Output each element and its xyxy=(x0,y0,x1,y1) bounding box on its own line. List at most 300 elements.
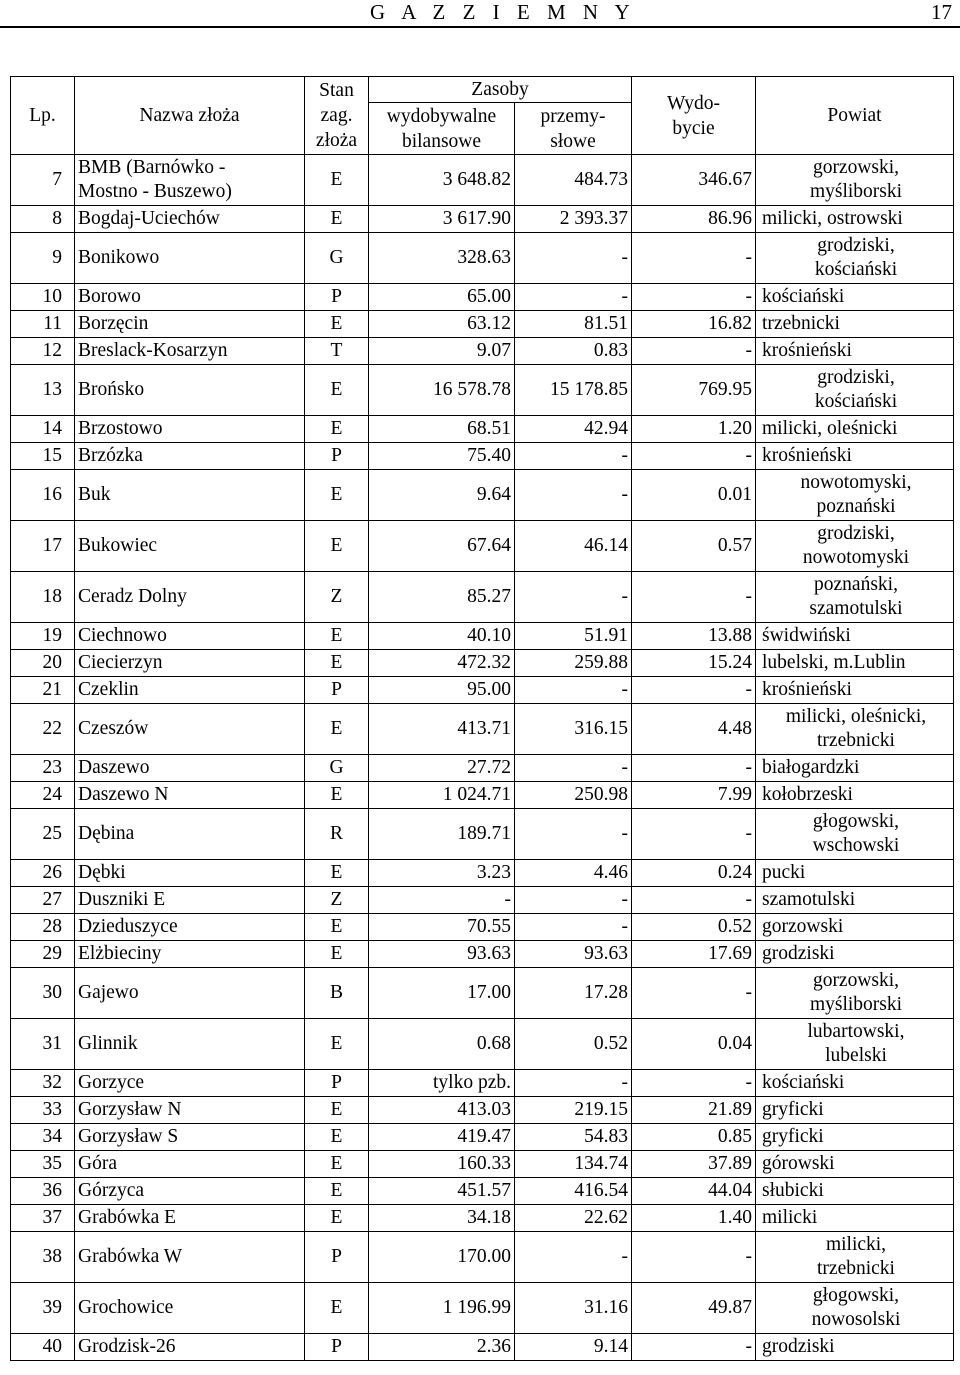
cell-lp: 27 xyxy=(11,887,75,914)
cell-wydobycie: 0.52 xyxy=(632,914,756,941)
cell-stan: E xyxy=(305,860,369,887)
cell-wydobycie: - xyxy=(632,677,756,704)
table-row xyxy=(11,809,954,860)
cell-line: kościański xyxy=(762,286,845,307)
header-name: Nazwa złoża xyxy=(75,77,305,155)
cell-stan: G xyxy=(305,755,369,782)
cell-wydobywalne: 3.23 xyxy=(369,860,515,887)
cell-lp: 33 xyxy=(11,1097,75,1124)
cell-powiat xyxy=(756,755,954,782)
cell-stan: E xyxy=(305,1283,369,1334)
cell-stan: E xyxy=(305,206,369,233)
cell-name xyxy=(75,1070,305,1097)
cell-przemyslowe: 250.98 xyxy=(515,782,632,809)
cell-line: kościański xyxy=(762,1072,845,1093)
cell-line: Brońsko xyxy=(78,379,145,400)
cell-powiat xyxy=(756,233,954,284)
table-header xyxy=(11,77,954,155)
cell-powiat xyxy=(756,1232,954,1283)
cell-stan: E xyxy=(305,650,369,677)
table-row xyxy=(11,677,954,704)
cell-name xyxy=(75,755,305,782)
cell-lp: 12 xyxy=(11,338,75,365)
cell-powiat xyxy=(756,1019,954,1070)
cell-line: Gorzyce xyxy=(78,1072,145,1093)
table-row xyxy=(11,887,954,914)
cell-wydobycie: - xyxy=(632,233,756,284)
cell-lp: 31 xyxy=(11,1019,75,1070)
cell-name xyxy=(75,365,305,416)
cell-przemyslowe: 0.52 xyxy=(515,1019,632,1070)
header-stan-line: zag. xyxy=(320,105,353,126)
table-row xyxy=(11,1232,954,1283)
cell-line: Buk xyxy=(78,484,111,505)
cell-stan: E xyxy=(305,470,369,521)
header-przemyslowe-line: słowe xyxy=(550,130,596,152)
cell-stan: R xyxy=(305,809,369,860)
cell-line: pucki xyxy=(762,862,806,883)
cell-line: Bogdaj-Uciechów xyxy=(78,208,220,229)
cell-line: Grodzisk-26 xyxy=(78,1336,176,1357)
page-header xyxy=(0,0,960,28)
table-row xyxy=(11,311,954,338)
cell-name xyxy=(75,1232,305,1283)
cell-name xyxy=(75,1178,305,1205)
cell-stan: Z xyxy=(305,887,369,914)
cell-stan: E xyxy=(305,416,369,443)
cell-wydobywalne: 85.27 xyxy=(369,572,515,623)
cell-name xyxy=(75,470,305,521)
cell-stan: P xyxy=(305,443,369,470)
cell-wydobycie: - xyxy=(632,1334,756,1361)
cell-name xyxy=(75,704,305,755)
cell-przemyslowe: 4.46 xyxy=(515,860,632,887)
cell-przemyslowe: 15 178.85 xyxy=(515,365,632,416)
cell-wydobywalne: 63.12 xyxy=(369,311,515,338)
cell-wydobycie: 0.01 xyxy=(632,470,756,521)
cell-wydobycie: - xyxy=(632,443,756,470)
cell-name xyxy=(75,623,305,650)
table-row xyxy=(11,155,954,206)
table-row xyxy=(11,1334,954,1361)
cell-lp: 29 xyxy=(11,941,75,968)
cell-lp: 14 xyxy=(11,416,75,443)
cell-przemyslowe: 2 393.37 xyxy=(515,206,632,233)
cell-line: Bukowiec xyxy=(78,535,158,556)
table-row xyxy=(11,1178,954,1205)
cell-lp: 24 xyxy=(11,782,75,809)
header-powiat: Powiat xyxy=(756,77,954,155)
cell-powiat xyxy=(756,860,954,887)
header-zasoby: Zasoby xyxy=(369,77,632,103)
header-wydobywalne-line: bilansowe xyxy=(401,130,482,152)
table-row xyxy=(11,233,954,284)
cell-powiat xyxy=(756,521,954,572)
table-row xyxy=(11,1283,954,1334)
cell-powiat xyxy=(756,968,954,1019)
cell-wydobywalne: 9.64 xyxy=(369,470,515,521)
cell-line: krośnieński xyxy=(762,445,852,466)
header-przemyslowe-line: przemy- xyxy=(540,105,606,127)
cell-wydobycie: - xyxy=(632,968,756,1019)
cell-wydobywalne: 34.18 xyxy=(369,1205,515,1232)
cell-line: Góra xyxy=(78,1153,117,1174)
cell-line: Daszewo N xyxy=(78,784,169,805)
cell-przemyslowe: - xyxy=(515,809,632,860)
cell-powiat xyxy=(756,1124,954,1151)
table-row xyxy=(11,1205,954,1232)
cell-name xyxy=(75,1205,305,1232)
cell-wydobywalne: 419.47 xyxy=(369,1124,515,1151)
cell-line: Górzyca xyxy=(78,1180,145,1201)
cell-line: grodziski xyxy=(762,1336,835,1357)
cell-stan: E xyxy=(305,1097,369,1124)
cell-name xyxy=(75,1334,305,1361)
cell-wydobycie: 49.87 xyxy=(632,1283,756,1334)
cell-line: głogowski, xyxy=(812,811,900,832)
cell-wydobycie: 0.57 xyxy=(632,521,756,572)
cell-przemyslowe: 42.94 xyxy=(515,416,632,443)
cell-powiat xyxy=(756,155,954,206)
cell-powiat xyxy=(756,809,954,860)
cell-wydobycie: 0.24 xyxy=(632,860,756,887)
cell-wydobycie: 13.88 xyxy=(632,623,756,650)
table-row xyxy=(11,443,954,470)
cell-stan: G xyxy=(305,233,369,284)
cell-wydobycie: - xyxy=(632,572,756,623)
cell-lp: 35 xyxy=(11,1151,75,1178)
cell-line: grodziski, xyxy=(817,523,895,544)
cell-lp: 15 xyxy=(11,443,75,470)
cell-wydobywalne: 70.55 xyxy=(369,914,515,941)
cell-line: Bonikowo xyxy=(78,247,160,268)
header-przemyslowe xyxy=(515,103,632,155)
cell-lp: 8 xyxy=(11,206,75,233)
cell-name xyxy=(75,860,305,887)
table-row xyxy=(11,1097,954,1124)
cell-wydobycie: 86.96 xyxy=(632,206,756,233)
cell-name xyxy=(75,572,305,623)
cell-name xyxy=(75,416,305,443)
cell-lp: 38 xyxy=(11,1232,75,1283)
cell-line: górowski xyxy=(762,1153,835,1174)
cell-przemyslowe: - xyxy=(515,443,632,470)
cell-line: Borzęcin xyxy=(78,313,149,334)
cell-wydobycie: 0.85 xyxy=(632,1124,756,1151)
cell-line: wschowski xyxy=(812,835,900,856)
cell-przemyslowe: - xyxy=(515,1070,632,1097)
cell-lp: 13 xyxy=(11,365,75,416)
cell-name xyxy=(75,809,305,860)
cell-line: myśliborski xyxy=(809,181,903,202)
cell-line: lubelski xyxy=(825,1045,887,1066)
header-wydobywalne-line: wydobywalne xyxy=(386,105,497,127)
cell-line: Ciecierzyn xyxy=(78,652,163,673)
cell-line: Ciechnowo xyxy=(78,625,167,646)
cell-wydobywalne: 67.64 xyxy=(369,521,515,572)
cell-stan: P xyxy=(305,1070,369,1097)
cell-lp: 30 xyxy=(11,968,75,1019)
cell-wydobywalne: 413.03 xyxy=(369,1097,515,1124)
table-row xyxy=(11,860,954,887)
cell-lp: 19 xyxy=(11,623,75,650)
cell-lp: 9 xyxy=(11,233,75,284)
header-stan-line: Stan xyxy=(319,80,354,101)
cell-powiat xyxy=(756,650,954,677)
cell-powiat xyxy=(756,941,954,968)
cell-line: Czeklin xyxy=(78,679,139,700)
cell-przemyslowe: 54.83 xyxy=(515,1124,632,1151)
cell-stan: E xyxy=(305,704,369,755)
cell-stan: E xyxy=(305,941,369,968)
table-row xyxy=(11,365,954,416)
cell-line: lubelski, m.Lublin xyxy=(762,652,906,673)
cell-stan: E xyxy=(305,311,369,338)
cell-wydobycie: 1.40 xyxy=(632,1205,756,1232)
cell-line: trzebnicki xyxy=(817,1258,895,1279)
cell-name xyxy=(75,968,305,1019)
cell-line: nowotomyski xyxy=(802,547,910,568)
cell-przemyslowe: 31.16 xyxy=(515,1283,632,1334)
cell-line: grodziski xyxy=(762,943,835,964)
cell-wydobywalne: 328.63 xyxy=(369,233,515,284)
cell-line: milicki, xyxy=(825,1234,887,1255)
cell-wydobycie: - xyxy=(632,809,756,860)
cell-powiat xyxy=(756,1070,954,1097)
cell-wydobycie: 769.95 xyxy=(632,365,756,416)
cell-name xyxy=(75,914,305,941)
gas-deposits-table xyxy=(10,76,954,1361)
cell-line: milicki, oleśnicki, xyxy=(785,706,927,727)
cell-przemyslowe: 219.15 xyxy=(515,1097,632,1124)
table-row xyxy=(11,521,954,572)
cell-wydobywalne: 1 024.71 xyxy=(369,782,515,809)
cell-line: nowotomyski, xyxy=(800,472,912,493)
cell-przemyslowe: 484.73 xyxy=(515,155,632,206)
cell-name xyxy=(75,233,305,284)
table-row xyxy=(11,782,954,809)
table-row xyxy=(11,914,954,941)
cell-line: Gorzysław N xyxy=(78,1099,182,1120)
cell-powiat xyxy=(756,470,954,521)
cell-stan: E xyxy=(305,1019,369,1070)
cell-name xyxy=(75,650,305,677)
cell-line: milicki, oleśnicki xyxy=(762,418,898,439)
cell-powiat xyxy=(756,365,954,416)
cell-line: lubartowski, xyxy=(807,1021,905,1042)
cell-przemyslowe: - xyxy=(515,914,632,941)
cell-wydobywalne: 9.07 xyxy=(369,338,515,365)
header-wydobycie xyxy=(632,77,756,155)
cell-przemyslowe: 9.14 xyxy=(515,1334,632,1361)
cell-wydobycie: 1.20 xyxy=(632,416,756,443)
running-title: G A Z Z I E M N Y xyxy=(370,0,636,24)
cell-powiat xyxy=(756,1178,954,1205)
cell-wydobycie: 15.24 xyxy=(632,650,756,677)
cell-line: milicki xyxy=(762,1207,818,1228)
cell-line: Duszniki E xyxy=(78,889,166,910)
cell-name xyxy=(75,941,305,968)
table-row xyxy=(11,650,954,677)
cell-przemyslowe: 51.91 xyxy=(515,623,632,650)
cell-powiat xyxy=(756,443,954,470)
cell-przemyslowe: 0.83 xyxy=(515,338,632,365)
cell-line: poznański xyxy=(816,496,896,517)
header-wydobycie-line: bycie xyxy=(672,117,715,139)
cell-wydobywalne: 68.51 xyxy=(369,416,515,443)
cell-stan: P xyxy=(305,284,369,311)
cell-lp: 22 xyxy=(11,704,75,755)
cell-wydobywalne: tylko pzb. xyxy=(369,1070,515,1097)
cell-przemyslowe: 46.14 xyxy=(515,521,632,572)
cell-name xyxy=(75,284,305,311)
cell-wydobycie: 16.82 xyxy=(632,311,756,338)
table-row xyxy=(11,1019,954,1070)
cell-przemyslowe: 316.15 xyxy=(515,704,632,755)
cell-line: krośnieński xyxy=(762,340,852,361)
cell-przemyslowe: - xyxy=(515,572,632,623)
cell-line: Breslack-Kosarzyn xyxy=(78,340,228,361)
cell-lp: 11 xyxy=(11,311,75,338)
cell-line: Ceradz Dolny xyxy=(78,586,187,607)
cell-name xyxy=(75,206,305,233)
cell-name xyxy=(75,443,305,470)
cell-stan: E xyxy=(305,1178,369,1205)
header-stan-line: złoża xyxy=(315,130,358,151)
cell-line: Grochowice xyxy=(78,1297,174,1318)
cell-wydobywalne: 2.36 xyxy=(369,1334,515,1361)
cell-wydobywalne: 1 196.99 xyxy=(369,1283,515,1334)
cell-line: grodziski, xyxy=(817,235,895,256)
table-row xyxy=(11,470,954,521)
cell-przemyslowe: 259.88 xyxy=(515,650,632,677)
cell-line: Brzostowo xyxy=(78,418,163,439)
table-row xyxy=(11,1124,954,1151)
cell-stan: E xyxy=(305,155,369,206)
cell-przemyslowe: 416.54 xyxy=(515,1178,632,1205)
cell-name xyxy=(75,311,305,338)
cell-line: gryficki xyxy=(762,1126,824,1147)
cell-lp: 7 xyxy=(11,155,75,206)
cell-wydobycie: 21.89 xyxy=(632,1097,756,1124)
cell-line: poznański, xyxy=(814,574,898,595)
cell-powiat xyxy=(756,887,954,914)
cell-line: Brzózka xyxy=(78,445,143,466)
cell-wydobywalne: 75.40 xyxy=(369,443,515,470)
page-number: 17 xyxy=(931,0,952,24)
cell-powiat xyxy=(756,311,954,338)
cell-wydobycie: - xyxy=(632,1070,756,1097)
cell-wydobywalne: 170.00 xyxy=(369,1232,515,1283)
table-row xyxy=(11,1070,954,1097)
table-row xyxy=(11,1151,954,1178)
cell-name xyxy=(75,338,305,365)
cell-lp: 26 xyxy=(11,860,75,887)
table-row xyxy=(11,941,954,968)
cell-stan: P xyxy=(305,1232,369,1283)
cell-wydobycie: - xyxy=(632,755,756,782)
cell-powiat xyxy=(756,416,954,443)
cell-lp: 20 xyxy=(11,650,75,677)
cell-stan: P xyxy=(305,1334,369,1361)
cell-stan: B xyxy=(305,968,369,1019)
cell-line: myśliborski xyxy=(809,994,903,1015)
cell-wydobycie: 346.67 xyxy=(632,155,756,206)
cell-wydobycie: 37.89 xyxy=(632,1151,756,1178)
cell-stan: P xyxy=(305,677,369,704)
cell-lp: 36 xyxy=(11,1178,75,1205)
cell-name xyxy=(75,1097,305,1124)
cell-wydobycie: - xyxy=(632,338,756,365)
cell-line: Czeszów xyxy=(78,718,149,739)
cell-powiat xyxy=(756,1205,954,1232)
cell-lp: 25 xyxy=(11,809,75,860)
cell-lp: 21 xyxy=(11,677,75,704)
cell-lp: 34 xyxy=(11,1124,75,1151)
table-row xyxy=(11,968,954,1019)
cell-line: gorzowski, xyxy=(812,970,900,991)
cell-line: trzebnicki xyxy=(817,730,895,751)
cell-przemyslowe: 81.51 xyxy=(515,311,632,338)
cell-wydobywalne: 413.71 xyxy=(369,704,515,755)
cell-powiat xyxy=(756,677,954,704)
cell-line: gryficki xyxy=(762,1099,824,1120)
table-body xyxy=(11,155,954,1361)
cell-lp: 32 xyxy=(11,1070,75,1097)
cell-przemyslowe: 134.74 xyxy=(515,1151,632,1178)
cell-przemyslowe: - xyxy=(515,470,632,521)
cell-wydobywalne: 65.00 xyxy=(369,284,515,311)
cell-powiat xyxy=(756,1283,954,1334)
cell-lp: 37 xyxy=(11,1205,75,1232)
table-row xyxy=(11,704,954,755)
cell-name xyxy=(75,1283,305,1334)
table-row xyxy=(11,623,954,650)
cell-line: Elżbieciny xyxy=(78,943,162,964)
cell-stan: E xyxy=(305,521,369,572)
table-row xyxy=(11,572,954,623)
cell-wydobywalne: 40.10 xyxy=(369,623,515,650)
cell-line: szamotulski xyxy=(762,889,856,910)
cell-line: trzebnicki xyxy=(762,313,840,334)
cell-wydobycie: 17.69 xyxy=(632,941,756,968)
cell-przemyslowe: - xyxy=(515,284,632,311)
cell-przemyslowe: 17.28 xyxy=(515,968,632,1019)
cell-line: Mostno - Buszewo) xyxy=(78,181,232,202)
table-row xyxy=(11,416,954,443)
cell-wydobycie: - xyxy=(632,284,756,311)
cell-powiat xyxy=(756,914,954,941)
cell-wydobywalne: 451.57 xyxy=(369,1178,515,1205)
cell-powiat xyxy=(756,284,954,311)
cell-stan: E xyxy=(305,782,369,809)
cell-wydobywalne: 95.00 xyxy=(369,677,515,704)
cell-line: Grabówka W xyxy=(78,1246,183,1267)
cell-wydobywalne: - xyxy=(369,887,515,914)
cell-wydobywalne: 3 617.90 xyxy=(369,206,515,233)
cell-line: szamotulski xyxy=(809,598,903,619)
cell-stan: E xyxy=(305,365,369,416)
cell-line: Dzieduszyce xyxy=(78,916,178,937)
cell-powiat xyxy=(756,623,954,650)
cell-powiat xyxy=(756,338,954,365)
cell-line: Grabówka E xyxy=(78,1207,177,1228)
header-lp: Lp. xyxy=(11,77,75,155)
cell-wydobywalne: 17.00 xyxy=(369,968,515,1019)
cell-lp: 16 xyxy=(11,470,75,521)
cell-name xyxy=(75,155,305,206)
cell-wydobycie: - xyxy=(632,887,756,914)
